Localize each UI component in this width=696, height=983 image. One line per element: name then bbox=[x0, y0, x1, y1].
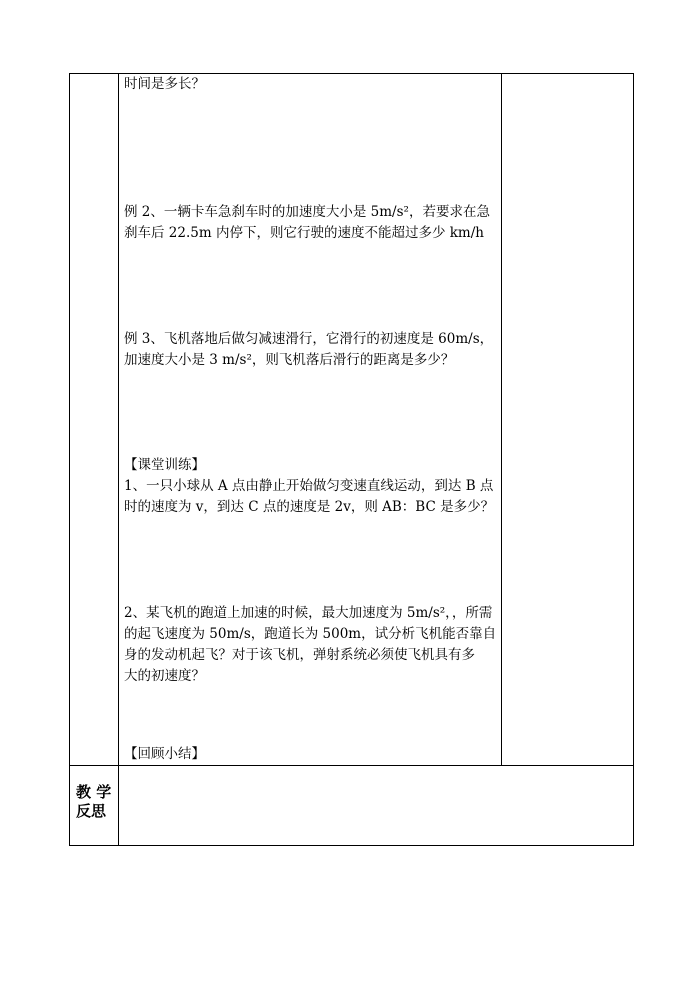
example-2-line-2: 刹车后 22.5m 内停下，则它行驶的速度不能超过多少 km/h bbox=[124, 225, 484, 241]
practice-q1-line-1: 1、一只小球从 A 点由静止开始做匀变速直线运动，到达 B 点 bbox=[124, 478, 494, 494]
reflection-label-line-1: 教 学 bbox=[76, 783, 112, 801]
example-3-line-1: 例 3、飞机落地后做匀减速滑行，它滑行的初速度是 60m/s， bbox=[124, 331, 494, 347]
summary-heading: 【回顾小结】 bbox=[124, 746, 205, 762]
main-content-cell bbox=[119, 74, 501, 765]
practice-q2-line-4: 大的初速度？ bbox=[124, 668, 205, 684]
question-tail: 时间是多长？ bbox=[124, 76, 205, 92]
practice-heading: 【课堂训练】 bbox=[124, 457, 205, 473]
practice-q2-line-2: 的起飞速度为 50m/s，跑道长为 500m，试分析飞机能否靠自 bbox=[124, 626, 497, 642]
example-2-line-1: 例 2、一辆卡车急刹车时的加速度大小是 5m/s²，若要求在急 bbox=[124, 204, 490, 220]
notes-cell bbox=[502, 74, 633, 765]
example-3-line-2: 加速度大小是 3 m/s²，则飞机落后滑行的距离是多少？ bbox=[124, 352, 455, 368]
practice-q2-line-1: 2、某飞机的跑道上加速的时候，最大加速度为 5m/s²，，所需 bbox=[124, 605, 493, 621]
reflection-content-cell bbox=[119, 766, 633, 845]
practice-q1-line-2: 时的速度为 v，到达 C 点的速度是 2v，则 AB：BC 是多少？ bbox=[124, 499, 495, 515]
reflection-label-cell bbox=[70, 766, 118, 845]
practice-q2-line-3: 身的发动机起飞？对于该飞机，弹射系统必须使飞机具有多 bbox=[124, 647, 475, 663]
reflection-label-line-2: 反思 bbox=[76, 802, 107, 820]
lesson-table bbox=[69, 73, 634, 846]
